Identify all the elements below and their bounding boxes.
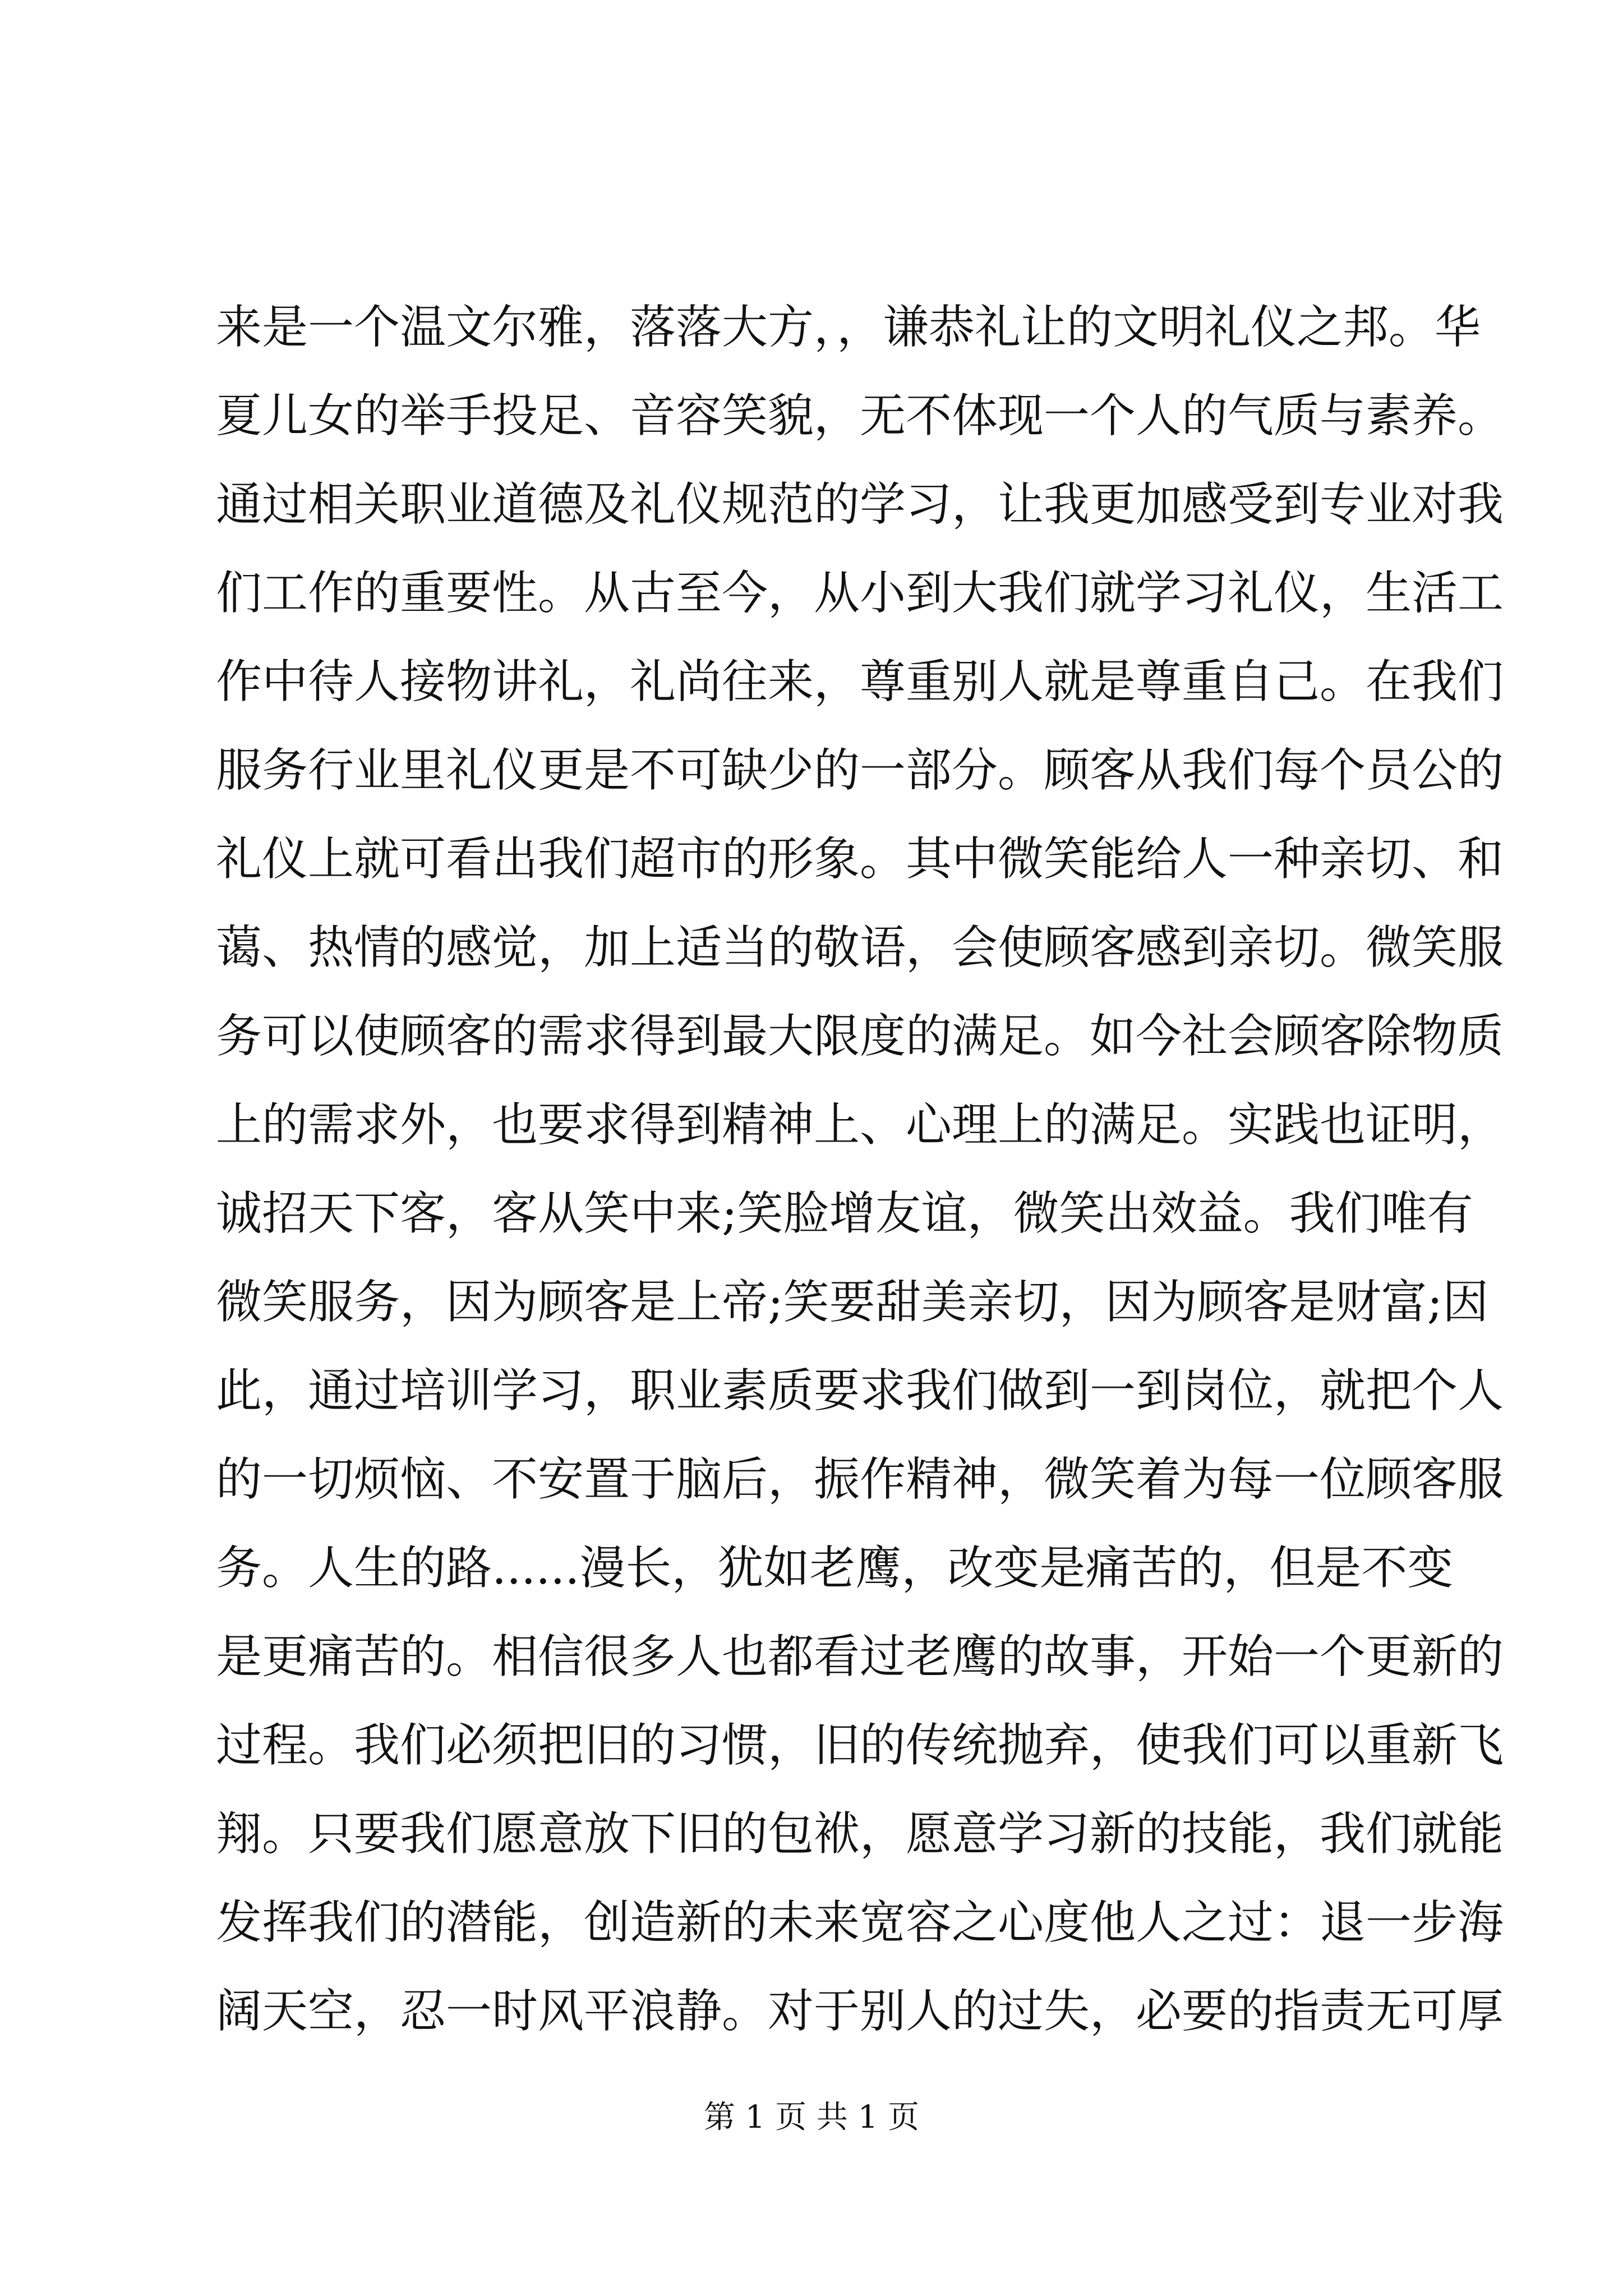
- text-line: 的一切烦恼、不安置于脑后，振作精神，微笑着为每一位顾客服: [216, 1453, 1504, 1506]
- page-footer: 第 1 页 共 1 页: [703, 2099, 920, 2136]
- text-line: 是更痛苦的。相信很多人也都看过老鹰的故事，开始一个更新的: [216, 1630, 1504, 1683]
- text-line: 过程。我们必须把旧的习惯，旧的传统抛弃，使我们可以重新飞: [216, 1719, 1504, 1772]
- text-line: 作中待人接物讲礼，礼尚往来，尊重别人就是尊重自己。在我们: [216, 655, 1504, 708]
- text-line: 礼仪上就可看出我们超市的形象。其中微笑能给人一种亲切、和: [216, 832, 1504, 886]
- text-line: 此，通过培训学习，职业素质要求我们做到一到岗位，就把个人: [216, 1364, 1504, 1418]
- body-text: [216, 283, 1504, 2056]
- text-line: 们工作的重要性。从古至今，从小到大我们就学习礼仪，生活工: [216, 567, 1504, 620]
- text-line: 务。人生的路......漫长，犹如老鹰，改变是痛苦的，但是不变: [216, 1542, 1454, 1595]
- text-line: 蔼、热情的感觉，加上适当的敬语，会使顾客感到亲切。微笑服: [216, 921, 1504, 974]
- text-line: 微笑服务，因为顾客是上帝;笑要甜美亲切，因为顾客是财富;因: [216, 1276, 1489, 1329]
- text-line: 诚招天下客，客从笑中来;笑脸增友谊，微笑出效益。我们唯有: [216, 1187, 1473, 1240]
- text-line: 上的需求外，也要求得到精神上、心理上的满足。实践也证明，: [216, 1098, 1504, 1152]
- text-line: 务可以使顾客的需求得到最大限度的满足。如今社会顾客除物质: [216, 1010, 1504, 1063]
- text-line: 阔天空，忍一时风平浪静。对于别人的过失，必要的指责无可厚: [216, 1985, 1504, 2038]
- text-line: 服务行业里礼仪更是不可缺少的一部分。顾客从我们每个员公的: [216, 744, 1504, 797]
- text-line: 通过相关职业道德及礼仪规范的学习，让我更加感受到专业对我: [216, 478, 1504, 531]
- text-line: 来是一个温文尔雅，落落大方，，谦恭礼让的文明礼仪之邦。华: [216, 301, 1481, 354]
- text-line: 发挥我们的潜能，创造新的未来宽容之心度他人之过：退一步海: [216, 1896, 1504, 1949]
- text-line: 夏儿女的举手投足、音容笑貌，无不体现一个人的气质与素养。: [216, 389, 1504, 443]
- text-line: 翔。只要我们愿意放下旧的包袱，愿意学习新的技能，我们就能: [216, 1807, 1504, 1861]
